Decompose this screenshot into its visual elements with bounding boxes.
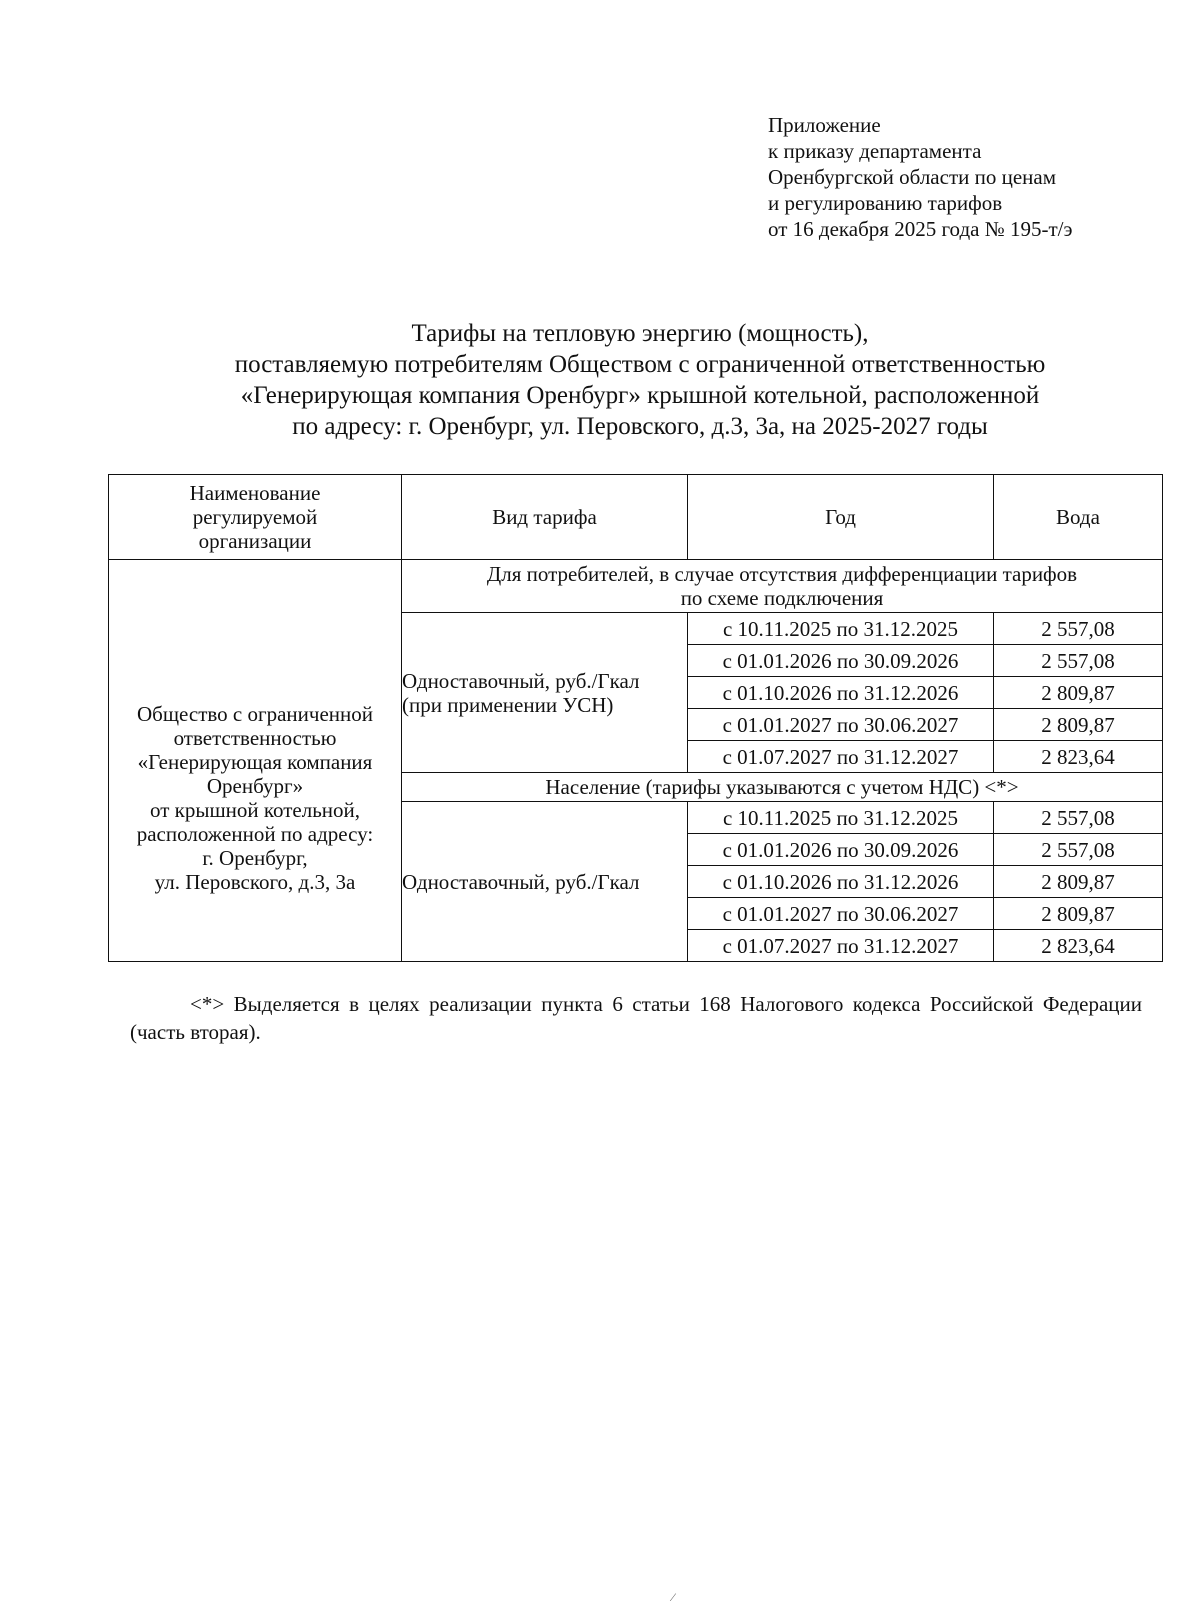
appendix-block xyxy=(768,112,1073,242)
document-title xyxy=(110,318,1170,442)
tariff-type-line: Одноставочный, руб./Гкал xyxy=(402,869,640,894)
section-title-row xyxy=(109,560,1163,613)
organization-line: расположенной по адресу: xyxy=(136,821,374,846)
period-cell: с 01.07.2027 по 31.12.2027 xyxy=(688,930,994,962)
section-title-line: Для потребителей, в случае отсутствия дифференциации тарифов xyxy=(486,562,1078,586)
value-cell: 2 557,08 xyxy=(994,834,1163,866)
period-cell: с 01.01.2027 по 30.06.2027 xyxy=(688,898,994,930)
period-cell: с 01.01.2026 по 30.09.2026 xyxy=(688,645,994,677)
tariff-table xyxy=(108,474,1163,962)
tariff-type-cell xyxy=(402,613,688,773)
organization-line: г. Оренбург, xyxy=(202,845,308,870)
appendix-line: к приказу департамента xyxy=(768,139,982,163)
section-title-line: Население (тарифы указываются с учетом НДС) <*> xyxy=(545,775,1019,799)
period-cell: с 01.07.2027 по 31.12.2027 xyxy=(688,741,994,773)
title-line: поставляемую потребителям Обществом с ограниченной ответственностью xyxy=(234,351,1046,378)
header-water: Вода xyxy=(994,475,1163,560)
header-tariff-type: Вид тарифа xyxy=(402,475,688,560)
value-cell: 2 809,87 xyxy=(994,709,1163,741)
period-cell: с 01.01.2026 по 30.09.2026 xyxy=(688,834,994,866)
tariff-type-cell xyxy=(402,802,688,962)
tariff-type-line: Одноставочный, руб./Гкал xyxy=(402,668,640,693)
section-title xyxy=(402,773,1163,802)
header-row xyxy=(109,475,1163,560)
period-cell: с 01.01.2027 по 30.06.2027 xyxy=(688,709,994,741)
title-line: «Генерирующая компания Оренбург» крышной котельной, расположенной xyxy=(240,382,1040,409)
appendix-line: Приложение xyxy=(768,113,881,137)
value-cell: 2 557,08 xyxy=(994,645,1163,677)
tariff-type-line: (при применении УСН) xyxy=(402,692,614,717)
section-title xyxy=(402,560,1163,613)
period-cell: с 01.10.2026 по 31.12.2026 xyxy=(688,866,994,898)
period-cell: с 01.10.2026 по 31.12.2026 xyxy=(688,677,994,709)
value-cell: 2 557,08 xyxy=(994,613,1163,645)
title-line: Тарифы на тепловую энергию (мощность), xyxy=(411,320,869,347)
header-org-line: Наименование xyxy=(189,481,321,505)
appendix-line: и регулированию тарифов xyxy=(768,191,1003,215)
value-cell: 2 557,08 xyxy=(994,802,1163,834)
period-cell: с 10.11.2025 по 31.12.2025 xyxy=(688,802,994,834)
title-line: по адресу: г. Оренбург, ул. Перовского, д.3, 3а, на 2025-2027 годы xyxy=(292,413,988,440)
appendix-line: Оренбургской области по ценам xyxy=(768,165,1057,189)
organization-line: от крышной котельной, xyxy=(150,797,360,822)
footnote: <*> Выделяется в целях реализации пункта 6 статьи 168 Налогового кодекса Российской Федерации (часть вторая). xyxy=(130,992,1142,1044)
header-org-line: организации xyxy=(198,529,312,553)
value-cell: 2 809,87 xyxy=(994,866,1163,898)
period-cell: с 10.11.2025 по 31.12.2025 xyxy=(688,613,994,645)
value-cell: 2 809,87 xyxy=(994,677,1163,709)
value-cell: 2 823,64 xyxy=(994,741,1163,773)
organization-line: ул. Перовского, д.3, 3а xyxy=(154,869,356,894)
organization-cell xyxy=(109,560,402,962)
section-title-line: по схеме подключения xyxy=(680,586,884,610)
organization-line: Общество с ограниченной xyxy=(137,701,373,726)
header-year: Год xyxy=(688,475,994,560)
appendix-line: от 16 декабря 2025 года № 195-т/э xyxy=(768,217,1073,241)
organization-line: Оренбург» xyxy=(206,773,304,798)
value-cell: 2 809,87 xyxy=(994,898,1163,930)
header-org-line: регулируемой xyxy=(192,505,318,529)
header-org xyxy=(109,475,402,560)
organization-line: «Генерирующая компания xyxy=(137,749,373,774)
organization-line: ответственностью xyxy=(173,725,337,750)
value-cell: 2 823,64 xyxy=(994,930,1163,962)
scan-mark: ⁄ xyxy=(672,1590,675,1604)
